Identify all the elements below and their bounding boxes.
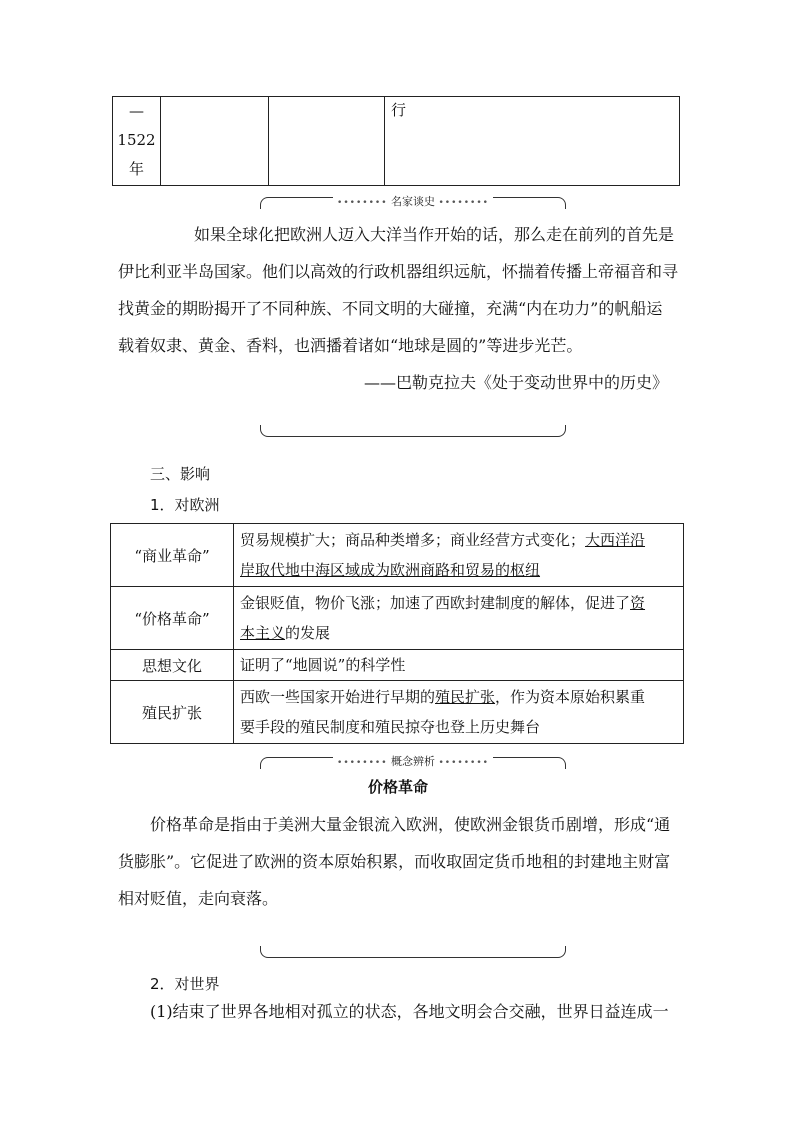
content-text: 西欧一些国家开始进行早期的 (240, 688, 436, 706)
content-text: 贸易规模扩大；商品种类增多；商业经营方式变化； (240, 531, 586, 549)
content-text: 金银贬值，物价飞涨；加速了西欧封建制度的解体，促进了 (240, 594, 631, 612)
concept-box-tag (333, 755, 493, 768)
impact-on-europe-table (110, 523, 684, 744)
row-label: 思想文化 (111, 650, 234, 681)
section-heading: 三、影响 (150, 465, 211, 483)
quote-box-bottom-border (260, 425, 566, 437)
quote-box-tag (333, 195, 493, 208)
underlined-text: 岸取代地中海区域成为欧洲商路和贸易的枢纽 (240, 561, 541, 579)
dots-decoration: •••••••• (438, 758, 489, 768)
row-content (234, 681, 684, 744)
year-unit: 年 (128, 160, 144, 178)
concept-line: 价格革命是指由于美洲大量金银流入欧洲，使欧洲金银货币剧增，形成“通 (150, 815, 671, 834)
underlined-text: 资 (630, 594, 646, 612)
content-text: 要手段的殖民制度和殖民掠夺也登上历史舞台 (240, 718, 541, 736)
concept-title: 价格革命 (367, 778, 428, 796)
row-content: 证明了“地圆说”的科学性 (234, 650, 684, 681)
table-row (111, 524, 684, 587)
table-row (111, 587, 684, 650)
quote-line: 伊比利亚半岛国家。他们以高效的行政机器组织远航，怀揣着传播上帝福音和寻 (118, 262, 679, 281)
column-divider (384, 97, 385, 185)
concept-line: 相对贬值，走向衰落。 (118, 889, 279, 908)
row-label: “价格革命” (111, 587, 234, 650)
concept-box-bottom-border (260, 946, 566, 958)
dots-decoration: •••••••• (337, 198, 388, 208)
underlined-text: 本主义 (240, 624, 286, 642)
concept-box-tag-wrap (260, 750, 566, 769)
content-text: ，作为资本原始积累重 (495, 688, 646, 706)
quote-line: 载着奴隶、黄金、香料，也洒播着诸如“地球是圆的”等进步光芒。 (118, 336, 583, 355)
quote-source: ——巴勒克拉夫《处于变动世界中的历史》 (363, 373, 668, 392)
dots-decoration: •••••••• (438, 198, 489, 208)
subsection-heading: 2．对世界 (150, 975, 220, 993)
quote-line: 找黄金的期盼揭开了不同种族、不同文明的大碰撞，充满“内在功力”的帆船运 (118, 299, 663, 318)
underlined-text: 大西洋沿 (585, 531, 646, 549)
subsection-heading: 1．对欧洲 (150, 496, 220, 514)
world-item-1: (1)结束了世界各地相对孤立的状态，各地文明会合交融，世界日益连成一 (150, 1002, 669, 1021)
quote-text (118, 216, 678, 401)
concept-line: 货膨胀”。它促进了欧洲的资本原始积累，而收取固定货币地租的封建地主财富 (118, 852, 671, 871)
row-content (234, 524, 684, 587)
column-divider (268, 97, 269, 185)
year-value: 1522 (117, 131, 156, 149)
row-content (234, 587, 684, 650)
concept-text (118, 806, 678, 917)
concept-box-tag-text: 概念辨析 (391, 755, 435, 768)
underlined-text: 殖民扩张 (435, 688, 496, 706)
content-text: 的发展 (285, 624, 331, 642)
quote-box-tag-wrap (260, 190, 566, 209)
quote-line: 如果全球化把欧洲人迈入大洋当作开始的话，那么走在前列的首先是 (194, 225, 675, 244)
top-table-fragment (112, 96, 680, 186)
row-label: “商业革命” (111, 524, 234, 587)
last-cell-text: 行 (391, 101, 407, 119)
table-row (111, 681, 684, 744)
column-divider (160, 97, 161, 185)
dots-decoration: •••••••• (337, 758, 388, 768)
year-cell (113, 97, 160, 185)
quote-box-tag-text: 名家谈史 (391, 195, 435, 208)
table-row (111, 650, 684, 681)
year-dash: — (129, 102, 144, 120)
row-label: 殖民扩张 (111, 681, 234, 744)
